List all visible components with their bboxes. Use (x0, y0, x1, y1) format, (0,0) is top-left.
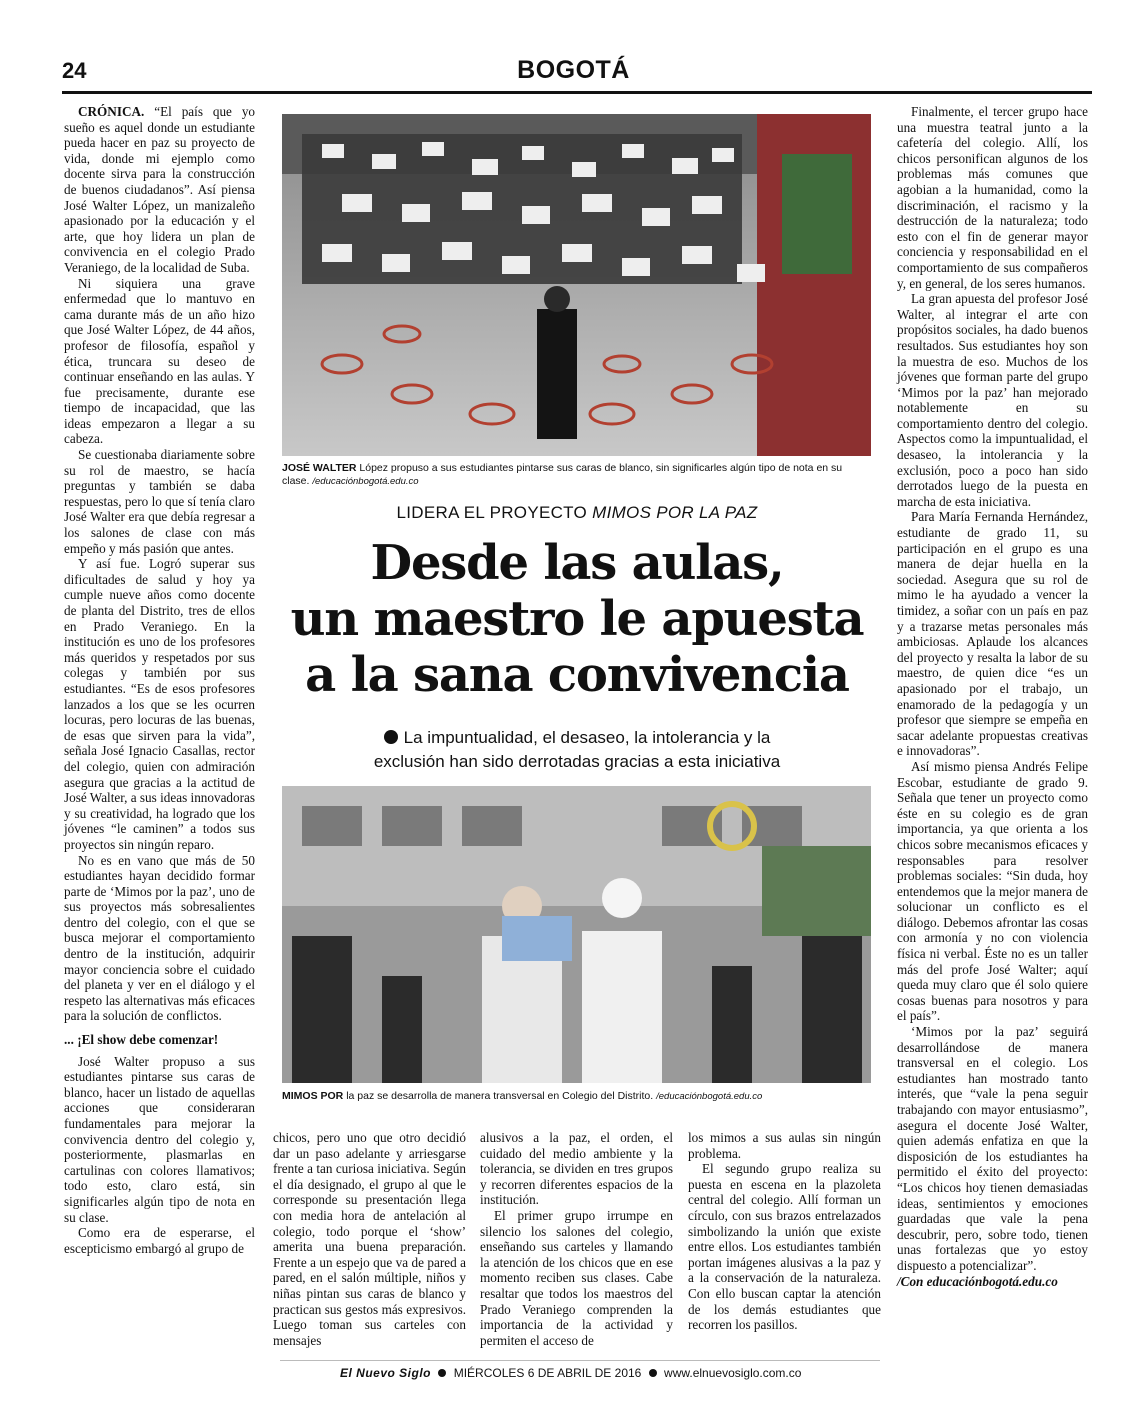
section-title: BOGOTÁ (517, 56, 630, 84)
footer-date: MIÉRCOLES 6 DE ABRIL DE 2016 (453, 1366, 642, 1380)
col4-paragraph: El segundo grupo realiza su puesta en escena en la plazoleta central del colegio. Allí forman un círculo, con sus brazos entrelazados simbolizando la unión que existe entre ellos. Los estudiantes también portan imágenes alusivas a la paz y a la conservación de la naturaleza. Con ello buscan captar la atención de los demás estudiantes que recorren los pasillos. (688, 1161, 881, 1333)
col1-paragraph: No es en vano que más de 50 estudiantes hayan decidido formar parte de ‘Mimos por la paz’, uno de sus proyectos más sobresalientes dentro del colegio, con el que se busca mejorar el comportamiento dentro de la institución, adquirir mayor conciencia sobre el cuidado del planeta y ver en el diálogo y el respeto las alternativas más eficaces para la solución de conflictos. (64, 852, 255, 1024)
dek-line: La impuntualidad, el desaseo, la intolerancia y la (403, 728, 771, 747)
column-right (897, 104, 1088, 1289)
col1-paragraph: “El país que yo sueño es aquel donde un estudiante pueda hacer en paz su proyecto de vida, donde mi ejemplo como docente sirva para la construcción de buenos ciudadanos”. Así piensa José Walter López, un manizaleño apasionado por la educación y el arte, que hoy lidera un plan de convivencia en el colegio Prado Veraniego, de la localidad de Suba. (64, 104, 256, 275)
photo-credit: /educaciónbogotá.edu.co (312, 476, 419, 487)
headline-line: a la sana convivencia (305, 647, 849, 703)
bullet-icon (438, 1369, 446, 1377)
caption-text: López propuso a sus estudiantes pintarse sus caras de blanco, sin significarles algún tipo de nota en su clase. (282, 462, 843, 487)
dek-line: exclusión han sido derrotadas gracias a esta iniciativa (373, 752, 781, 771)
col1-paragraph: José Walter propuso a sus estudiantes pintarse sus caras de blanco, hacer un listado de aquellas acciones que consideraran fundamentales para mejorar la convivencia dentro del colegio y, posteriormente, plasmarlas en cartulinas con colores llamativos; todo esto, claro está, sin significarles algún tipo de nota en su clase. (64, 1053, 255, 1225)
kicker-project: MIMOS POR LA PAZ (592, 503, 758, 522)
col3-paragraph: alusivos a la paz, el orden, el cuidado del medio ambiente y la tolerancia, se dividen en tres grupos y recorren diferentes espacios de la institución. (480, 1130, 673, 1208)
photo1-caption (282, 462, 872, 488)
column-4 (688, 1130, 881, 1333)
bullet-icon (384, 730, 398, 744)
col1-paragraph: Ni siquiera una grave enfermedad que lo mantuvo en cama durante más de un año hizo que José Walter López, de 44 años, profesor de filosofía, español y ética, truncara su deseo de continuar enseñando en las aulas. Y fue precisamente, durante ese tiempo de incapacidad, que las ideas empezaron a llegar a su cabeza. (64, 275, 255, 447)
signature: /Con educaciónbogotá.edu.co (897, 1273, 1058, 1289)
headline-line: un maestro le apuesta (290, 591, 864, 647)
col2-paragraph: chicos, pero uno que otro decidió dar un paso adelante y arriesgarse frente a tan curiosa iniciativa. Según el día designado, el grupo al que le corresponde su presentación llega con media hora de antelación al colegio, todo porque el ‘show’ amerita una buena preparación. Frente a un espejo que va de pared a pared, en el salón múltiple, niños y niñas pintan sus caras de blanco y practican sus gestos más expresivos. Luego toman sus carteles con mensajes (273, 1130, 466, 1348)
column-2 (273, 1130, 466, 1348)
right-paragraph: ‘Mimos por la paz’ seguirá desarrollándose de manera transversal en el colegio. Los estudiantes han mostrado tanto interés, que “vale la pena seguir trabajando con mayor entusiasmo”, asegura el docente José Walter, quien además enfatiza en que la disposición de los estudiantes ha permitido el éxito del proyecto: “Los chicos hoy tienen demasiadas ideas, sentimientos y emociones guardadas que vale la pena descubrir, pero, sobre todo, tienen unas fortalezas que yo estoy dispuesto a potencializar”. (897, 1024, 1088, 1273)
footer-brand: El Nuevo Siglo (340, 1366, 432, 1380)
bullet-icon (649, 1369, 657, 1377)
photo-students-group (282, 114, 871, 456)
right-paragraph: Finalmente, el tercer grupo hace una muestra teatral junto a la cafetería del colegio. Allí, los chicos personifican algunos de los problemas más comunes que agobian a la humanidad, como la discriminación, el racismo y la destrucción de la naturaleza; todo esto con el fin de generar mayor conciencia y responsabilidad en el comportamiento de sus compañeros y, en general, de los seres humanos. (897, 104, 1088, 291)
col1-paragraph: Como era de esperarse, el escepticismo embargó al grupo de (64, 1225, 255, 1256)
subhead: ... ¡El show debe comenzar! (64, 1032, 219, 1048)
photo-students-group-image (282, 114, 871, 456)
photo-credit: /educaciónbogotá.edu.co (656, 1091, 763, 1102)
col3-paragraph: El primer grupo irrumpe en silencio los salones del colegio, enseñando sus carteles y llamando la atención de los chicos que en ese momento reciben sus clases. Cabe resaltar que todos los maestros del Prado Veraniego comprenden la importancia de la actividad y permiten el acceso de (480, 1207, 673, 1348)
col4-paragraph: los mimos a sus aulas sin ningún problema. (688, 1130, 881, 1161)
headline (280, 535, 874, 703)
caption-lead: JOSÉ WALTER (282, 462, 357, 474)
photo-mimes (282, 786, 871, 1083)
column-3 (480, 1130, 673, 1348)
caption-text: la paz se desarrolla de manera transversal en Colegio del Distrito. (346, 1090, 654, 1102)
kicker-prefix: LIDERA EL PROYECTO (396, 503, 588, 522)
page-number: 24 (62, 58, 87, 83)
footer-url[interactable]: www.elnuevosiglo.com.co (664, 1366, 802, 1380)
dek (282, 726, 872, 774)
right-paragraph: Para María Fernanda Hernández, estudiante de grado 11, su participación en el grupo es una manera de dejar huella en la sociedad. Asegura que su rol de mimo le ha ayudado a vencer la timidez, a soñar con un país en paz y a trazarse metas personales más ambiciosas. Aplaude los alcances del proyecto y resalta la labor de su maestro, de quien dice “es un apasionado por el trabajo, un enamorado de la pedagogía y un profesor que siempre se empeña en sacar adelante propuestas creativas e innovadoras”. (897, 509, 1088, 759)
column-1 (64, 104, 255, 1256)
photo2-caption (282, 1090, 872, 1103)
right-paragraph: La gran apuesta del profesor José Walter, al integrar el arte con propósitos sociales, ha dado buenos resultados. Sus estudiantes hoy son la muestra de eso. Muchos de los jóvenes que forman parte del grupo ‘Mimos por la paz’ han mejorado notablemente en su comportamiento dentro del colegio. Aspectos como la impuntualidad, el desaseo, la intolerancia y la exclusión, poco a poco han sido derrotados luego de la puesta en marcha de esta iniciativa. (897, 291, 1088, 509)
footer (340, 1366, 860, 1380)
footer-rule (280, 1360, 880, 1361)
right-paragraph: Así mismo piensa Andrés Felipe Escobar, estudiante de grado 9. Señala que tener un proyecto como éste en su colegio es de gran importancia, ya que orienta a los chicos sobre mecanismos eficaces y responsables para resolver problemas sociales: “Sin duda, hoy entendemos que la mejor manera de solucionar un conflicto es el diálogo. Debemos afrontar las cosas con armonía y no con violencia física ni verbal. Éste no es un taller más del profe José Walter; aquí queda muy claro que él solo quiere cosas buenas para nosotros y para el país”. (897, 758, 1088, 1024)
col1-paragraph: Se cuestionaba diariamente sobre su rol de maestro, se hacía preguntas y también se daba respuestas, pero lo que sí tenía claro José Walter era que debía regresar a los salones de clase con más empeño y más pasión que antes. (64, 447, 255, 556)
col1-paragraph: Y así fue. Logró superar sus dificultades de salud y hoy ya cumple nueve años como docente de planta del Distrito, tres de ellos en Prado Veraniego. En la institución es uno de los profesores más queridos y respetados por sus colegas y también por sus estudiantes. “Es de esos profesores lanzados a los que se les ocurren locuras, pero locuras de las buenas, de esas que sirven para la vida”, señala José Ignacio Casallas, rector del colegio, quien con admiración asegura que gracias a la actitud de José Walter, a sus ideas innovadoras y su creatividad, ha logrado que los jóvenes “le caminen” a todos sus proyectos sin ningún reparo. (64, 556, 255, 852)
photo-mimes-image (282, 786, 871, 1083)
kicker (282, 503, 872, 523)
caption-lead: MIMOS POR (282, 1090, 344, 1102)
header-rule (62, 91, 1092, 94)
lead-word: CRÓNICA. (78, 104, 145, 119)
headline-line: Desde las aulas, (370, 535, 784, 591)
